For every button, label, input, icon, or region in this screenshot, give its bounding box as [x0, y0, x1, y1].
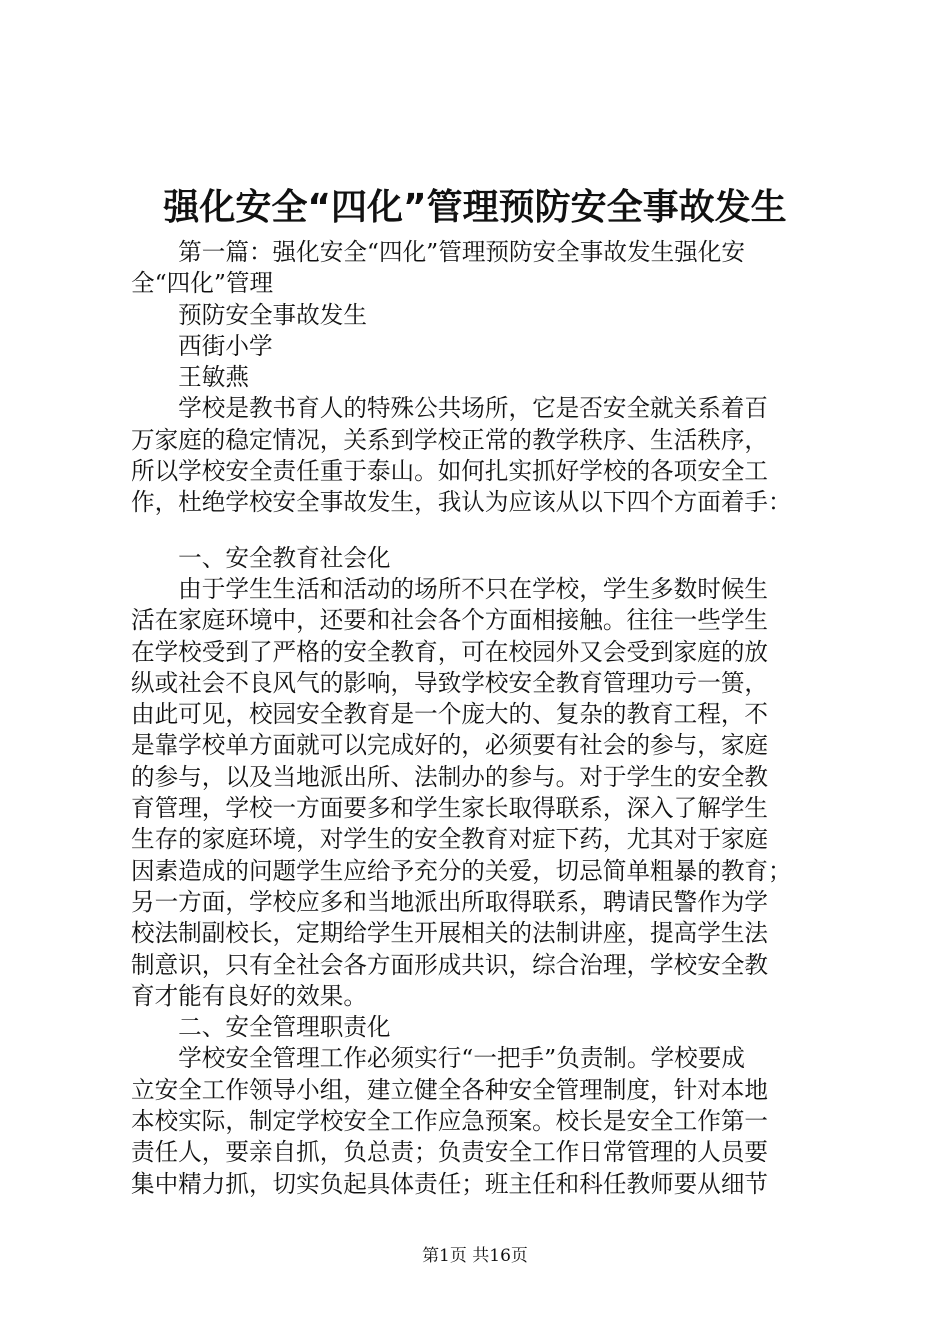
body-line: 作，杜绝学校安全事故发生，我认为应该从以下四个方面着手： — [131, 488, 792, 517]
section-heading: 二、安全管理职责化 — [131, 1013, 391, 1042]
body-line: 西街小学 — [131, 331, 273, 360]
body-line: 制意识，只有全社会各方面形成共识，综合治理，学校安全教 — [131, 950, 769, 979]
body-line: 王敏燕 — [131, 363, 249, 392]
document-body — [131, 237, 831, 1200]
page-footer: 第1页 共16页 — [422, 1246, 528, 1266]
body-line: 是靠学校单方面就可以完成好的，必须要有社会的参与，家庭 — [131, 731, 769, 760]
body-line: 立安全工作领导小组，建立健全各种安全管理制度，针对本地 — [131, 1075, 769, 1104]
body-line: 全“四化”管理 — [131, 269, 274, 298]
section-heading: 一、安全教育社会化 — [131, 543, 391, 572]
body-line: 在学校受到了严格的安全教育，可在校园外又会受到家庭的放 — [131, 637, 769, 666]
paragraph-gap — [131, 519, 831, 543]
body-line: 生存的家庭环境，对学生的安全教育对症下药，尤其对于家庭 — [131, 825, 769, 854]
body-line: 育才能有良好的效果。 — [131, 981, 367, 1010]
body-line: 另一方面，学校应多和当地派出所取得联系，聘请民警作为学 — [131, 887, 769, 916]
body-line: 集中精力抓，切实负起具体责任；班主任和科任教师要从细节 — [131, 1169, 769, 1198]
body-line: 校法制副校长，定期给学生开展相关的法制讲座，提高学生法 — [131, 919, 769, 948]
body-line: 由于学生生活和活动的场所不只在学校，学生多数时候生 — [131, 574, 769, 603]
body-line: 学校是教书育人的特殊公共场所，它是否安全就关系着百 — [131, 394, 769, 423]
document-title: 强化安全“四化”管理预防安全事故发生 — [163, 187, 787, 228]
body-line: 学校安全管理工作必须实行“一把手”负责制。学校要成 — [131, 1044, 745, 1073]
body-line: 预防安全事故发生 — [131, 300, 367, 329]
body-line: 万家庭的稳定情况，关系到学校正常的教学秩序、生活秩序， — [131, 425, 769, 454]
body-line: 第一篇：强化安全“四化”管理预防安全事故发生强化安 — [131, 238, 745, 266]
body-line: 责任人，要亲自抓，负总责；负责安全工作日常管理的人员要 — [131, 1138, 769, 1167]
body-line: 育管理，学校一方面要多和学生家长取得联系，深入了解学生 — [131, 794, 769, 823]
body-line: 由此可见，校园安全教育是一个庞大的、复杂的教育工程，不 — [131, 700, 769, 729]
body-line: 纵或社会不良风气的影响，导致学校安全教育管理功亏一篑， — [131, 668, 769, 697]
body-line: 本校实际，制定学校安全工作应急预案。校长是安全工作第一 — [131, 1107, 769, 1136]
body-line: 因素造成的问题学生应给予充分的关爱，切忌简单粗暴的教育； — [131, 856, 792, 885]
body-line: 的参与，以及当地派出所、法制办的参与。对于学生的安全教 — [131, 762, 769, 791]
body-line: 所以学校安全责任重于泰山。如何扎实抓好学校的各项安全工 — [131, 457, 769, 486]
body-line: 活在家庭环境中，还要和社会各个方面相接触。往往一些学生 — [131, 606, 769, 635]
